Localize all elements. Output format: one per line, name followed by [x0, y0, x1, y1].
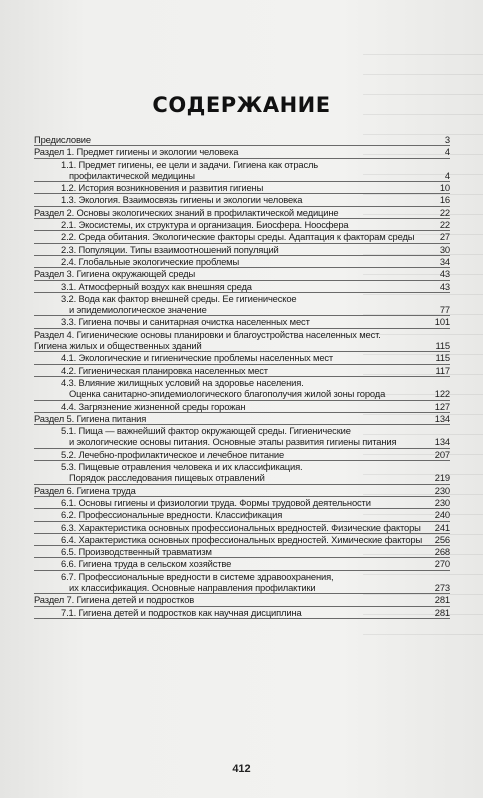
toc-subsection-row — [34, 449, 450, 461]
toc-entry-text: и эпидемиологическое значение — [69, 304, 207, 316]
toc-subsection-row — [34, 436, 450, 448]
toc-page-number: 77 — [439, 304, 450, 316]
toc-subsection-row — [34, 256, 450, 268]
toc-entry-text: Раздел 5. Гигиена питания — [34, 412, 147, 424]
toc-page-number: 16 — [439, 194, 450, 206]
toc-entry-text: 6.3. Характеристика основных профессиональных вредностей. Физические факторы — [61, 521, 421, 533]
toc-entry-text: 5.2. Лечебно-профилактическое и лечебное питание — [61, 448, 285, 460]
toc-page-number: 43 — [439, 280, 450, 292]
toc-entry-text: Раздел 3. Гигиена окружающей среды — [34, 268, 196, 280]
toc-section-row — [34, 146, 450, 158]
toc-entry-text: 1.2. История возникновения и развития гигиены — [61, 182, 264, 194]
toc-entry-text: Оценка санитарно-эпидемиологического благополучия жилой зоны города — [69, 388, 386, 400]
toc-entry-text: 1.3. Экология. Взаимосвязь гигиены и экологии человека — [61, 194, 303, 206]
toc-page-number: 101 — [434, 316, 450, 328]
toc-section-row — [34, 134, 450, 146]
toc-subsection-row — [34, 293, 450, 304]
toc-page-number: 43 — [439, 268, 450, 280]
toc-subsection-row — [34, 244, 450, 256]
toc-section-row — [34, 413, 450, 425]
toc-page-number: 256 — [434, 533, 450, 545]
toc-subsection-row — [34, 231, 450, 243]
toc-subsection-row — [34, 377, 450, 388]
toc-page-number: 241 — [434, 521, 450, 533]
toc-entry-text: 2.4. Глобальные экологические проблемы — [61, 255, 240, 267]
toc-subsection-row — [34, 281, 450, 293]
toc-section-row — [34, 340, 450, 352]
toc-subsection-row — [34, 571, 450, 582]
toc-entry-text: 7.1. Гигиена детей и подростков как научная дисциплина — [61, 606, 302, 618]
toc-entry-text: Раздел 4. Гигиенические основы планировки и благоустройства населенных мест. — [34, 328, 381, 340]
toc-entry-text: Раздел 2. Основы экологических знаний в профилактической медицине — [34, 206, 339, 218]
toc-subsection-row — [34, 509, 450, 521]
toc-page-number: 122 — [434, 388, 450, 400]
toc-subsection-row — [34, 388, 450, 400]
toc-page-number: 22 — [439, 219, 450, 231]
toc-subsection-row — [34, 182, 450, 194]
toc-entry-text: 5.3. Пищевые отравления человека и их классификация. — [61, 461, 303, 473]
toc-entry-text: 6.1. Основы гигиены и физиологии труда. Формы трудовой деятельности — [61, 496, 371, 508]
toc-subsection-row — [34, 607, 450, 619]
page-number: 412 — [232, 763, 251, 775]
toc-subsection-row — [34, 352, 450, 364]
toc-entry-text: Раздел 1. Предмет гигиены и экологии человека — [34, 146, 239, 158]
toc-entry-text: Предисловие — [34, 134, 91, 145]
toc-subsection-row — [34, 534, 450, 546]
toc-page-number: 4 — [444, 169, 450, 181]
toc-entry-text: 4.2. Гигиеническая планировка населенных мест — [61, 364, 268, 376]
toc-subsection-row — [34, 401, 450, 413]
toc-entry-text: 2.2. Среда обитания. Экологические факторы среды. Адаптация к факторам среды — [61, 231, 415, 243]
toc-page-number: 281 — [434, 594, 450, 606]
toc-page-number: 219 — [434, 472, 450, 484]
toc-section-row — [34, 329, 450, 340]
toc-subsection-row — [34, 219, 450, 231]
toc-entry-text: 3.2. Вода как фактор внешней среды. Ее гигиеническое — [61, 292, 297, 304]
toc-entry-text: Порядок расследования пищевых отравлений — [69, 472, 265, 484]
toc-subsection-row — [34, 170, 450, 182]
toc-page-number: 117 — [435, 364, 450, 376]
page-title: СОДЕРЖАНИЕ — [152, 93, 331, 117]
toc-subsection-row — [34, 304, 450, 316]
toc-subsection-row — [34, 194, 450, 206]
toc-entry-text: Раздел 6. Гигиена труда — [34, 484, 136, 496]
toc-page-number: 115 — [435, 340, 450, 352]
toc-page-number: 273 — [434, 581, 450, 593]
toc-entry-text: 1.1. Предмет гигиены, ее цели и задачи. Гигиена как отрасль — [61, 158, 319, 170]
toc-entry-text: 4.3. Влияние жилищных условий на здоровье населения. — [61, 376, 304, 388]
toc-page-number: 281 — [434, 606, 450, 618]
toc-subsection-row — [34, 497, 450, 509]
toc-entry-text: 5.1. Пища — важнейший фактор окружающей среды. Гигиенические — [61, 425, 351, 437]
toc-entry-text: и экологические основы питания. Основные этапы развития гигиены питания — [69, 436, 397, 448]
toc-page-number: 134 — [434, 436, 450, 448]
toc-entry-text: их классификация. Основные направления профилактики — [69, 581, 316, 593]
toc-entry-text: 3.3. Гигиена почвы и санитарная очистка населенных мест — [61, 316, 310, 328]
toc-subsection-row — [34, 461, 450, 472]
toc-page-number: 207 — [434, 448, 450, 460]
toc-section-row — [34, 207, 450, 219]
toc-page-number: 270 — [434, 558, 450, 570]
toc-entry-text: 6.6. Гигиена труда в сельском хозяйстве — [61, 558, 232, 570]
toc-page-number: 22 — [439, 206, 450, 218]
toc-entry-text: Раздел 7. Гигиена детей и подростков — [34, 594, 195, 606]
toc-subsection-row — [34, 522, 450, 534]
toc-page-number: 127 — [434, 400, 450, 412]
toc-page-number: 30 — [439, 243, 450, 255]
toc-entry-text: 4.1. Экологические и гигиенические проблемы населенных мест — [61, 352, 334, 364]
toc-entry-text: 6.7. Профессиональные вредности в системе здравоохранения, — [61, 570, 334, 582]
toc-page-number: 27 — [439, 231, 450, 243]
toc-page-number: 4 — [444, 146, 450, 158]
toc-section-row — [34, 268, 450, 280]
toc-entry-text: 6.5. Производственный травматизм — [61, 546, 212, 558]
toc-page-number: 268 — [434, 546, 450, 558]
toc-page-number: 240 — [434, 509, 450, 521]
toc-entry-text: Гигиена жилых и общественных зданий — [34, 340, 202, 352]
table-of-contents — [34, 134, 450, 619]
toc-subsection-row — [34, 472, 450, 484]
toc-subsection-row — [34, 546, 450, 558]
toc-entry-text: 2.3. Популяции. Типы взаимоотношений популяций — [61, 243, 279, 255]
toc-page-number: 10 — [439, 182, 450, 194]
toc-page-number: 115 — [435, 352, 450, 364]
toc-entry-text: 3.1. Атмосферный воздух как внешняя среда — [61, 280, 252, 292]
toc-page-number: 134 — [434, 412, 450, 424]
toc-page-number: 230 — [434, 484, 450, 496]
toc-entry-text: 4.4. Загрязнение жизненной среды горожан — [61, 400, 246, 412]
toc-entry-text: 6.4. Характеристика основных профессиональных вредностей. Химические факторы — [61, 533, 423, 545]
toc-subsection-row — [34, 159, 450, 170]
toc-entry-text: 2.1. Экосистемы, их структура и организация. Биосфера. Ноосфера — [61, 219, 349, 231]
toc-page-number: 230 — [434, 496, 450, 508]
toc-entry-text: 6.2. Профессиональные вредности. Классификация — [61, 509, 283, 521]
toc-page-number: 3 — [444, 134, 450, 145]
toc-subsection-row — [34, 316, 450, 328]
toc-entry-text: профилактической медицины — [69, 169, 195, 181]
toc-subsection-row — [34, 582, 450, 594]
toc-subsection-row — [34, 425, 450, 436]
toc-page-number: 34 — [439, 255, 450, 267]
toc-section-row — [34, 485, 450, 497]
toc-section-row — [34, 594, 450, 606]
toc-subsection-row — [34, 558, 450, 570]
toc-subsection-row — [34, 365, 450, 377]
